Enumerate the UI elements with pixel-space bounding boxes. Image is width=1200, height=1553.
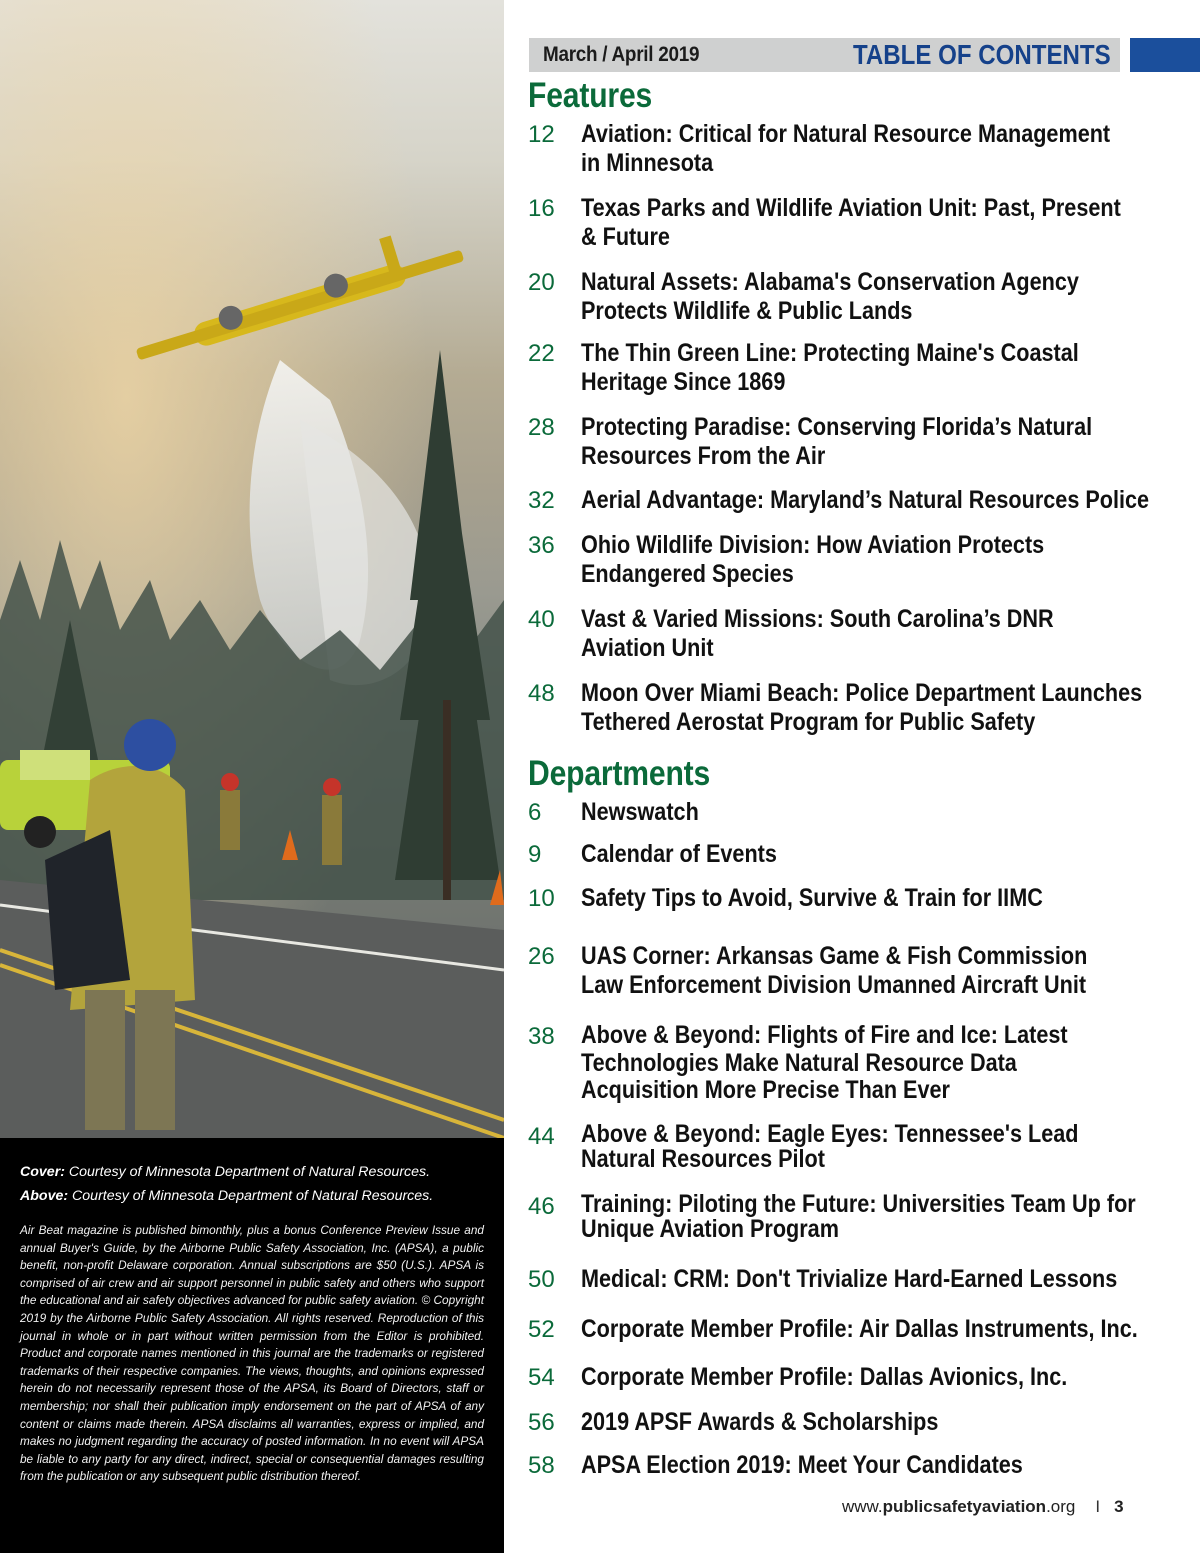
toc-entry-title: Aerial Advantage: Maryland’s Natural Resources Police [581,486,1150,514]
url-prefix: www. [842,1497,883,1516]
cover-credit [20,1160,484,1184]
page-footer [842,1497,1124,1517]
toc-entry-title: Texas Parks and Wildlife Aviation Unit: Past, Present & Future [581,194,1121,251]
toc-page-number: 12 [528,121,555,148]
toc-entry-title: APSA Election 2019: Meet Your Candidates [581,1451,1023,1479]
toc-page-number: 28 [528,414,555,441]
toc-entry-title: Moon Over Miami Beach: Police Department Launches Tethered Aerostat Program for Public Safety [581,679,1143,736]
toc-page-number: 36 [528,532,555,559]
toc-page-number: 38 [528,1023,555,1050]
toc-title: TABLE OF CONTENTS [853,39,1111,70]
toc-entry-title: Above & Beyond: Eagle Eyes: Tennessee's Lead Natural Resources Pilot [581,1120,1079,1173]
page-number: 3 [1114,1497,1124,1516]
caption-box [0,1138,504,1553]
above-credit [20,1184,484,1208]
above-credit-text: Courtesy of Minnesota Department of Natural Resources. [72,1188,434,1204]
toc-entry-title: The Thin Green Line: Protecting Maine's Coastal Heritage Since 1869 [581,339,1079,396]
toc-page-number: 44 [528,1123,555,1150]
toc-entry-title: Above & Beyond: Flights of Fire and Ice: Latest Technologies Make Natural Resource Data Acquisition More Precise Than Ever [581,1021,1068,1104]
toc-entry-title: Calendar of Events [581,840,777,868]
toc-page-number: 50 [528,1266,555,1293]
toc-page-number: 10 [528,885,555,912]
url-suffix: .org [1046,1497,1076,1516]
toc-entry-title: Corporate Member Profile: Air Dallas Instruments, Inc. [581,1315,1138,1343]
toc-page-number: 20 [528,269,555,296]
toc-entry-title: Safety Tips to Avoid, Survive & Train for IIMC [581,884,1043,912]
website-link[interactable] [842,1497,1075,1516]
issue-date: March / April 2019 [543,43,700,66]
toc-entry-title: Protecting Paradise: Conserving Florida’s Natural Resources From the Air [581,413,1093,470]
toc-page-number: 22 [528,340,555,367]
toc-page-number: 58 [528,1452,555,1479]
toc-entry-title: Newswatch [581,798,699,826]
toc-page-number: 32 [528,487,555,514]
toc-page-number: 46 [528,1193,555,1220]
toc-page-number: 9 [528,841,542,868]
toc-entry-title: Aviation: Critical for Natural Resource Management in Minnesota [581,120,1111,177]
wildfire-aircraft-illustration [0,0,504,1138]
toc-page-number: 48 [528,680,555,707]
toc-entry-title: Training: Piloting the Future: Universities Team Up for Unique Aviation Program [581,1190,1136,1243]
toc-page-number: 40 [528,606,555,633]
features-heading: Features [528,76,653,115]
toc-page-number: 16 [528,195,555,222]
cover-photo [0,0,504,1138]
legal-notice: Air Beat magazine is published bimonthly, plus a bonus Conference Preview Issue and annual Buyer's Guide, by the Airborne Public Safety Association, Inc. (APSA), a public benefit, non-profit Delaware corporation. Annual subscriptions are $50 (U.S.). APSA is comprised of air crew and air support personnel in public safety and others who support the educational and air safety objectives advanced for public safety aviation. © Copyright 2019 by the Airborne Public Safety Association. All rights reserved. Reproduction of this journal in whole or in part without written permission from the Editor is prohibited. Product and corporate names mentioned in this journal are the trademarks or registered trademarks of their respective companies. The views, thoughts, and opinions expressed herein do not necessarily represent those of the APSA, its Board of Directors, staff or membership; nor shall their publication imply endorsement on the part of APSA of any content or claims made therein. APSA disclaims all warranties, express or implied, and makes no judgment regarding the accuracy of posted information. In no event will APSA be liable to any party for any direct, indirect, special or consequential damages resulting from the publication or any subsequent public distribution thereof. [20,1223,484,1484]
toc-entry-title: 2019 APSF Awards & Scholarships [581,1408,939,1436]
toc-page-number: 26 [528,943,555,970]
toc-entry-title: Vast & Varied Missions: South Carolina’s DNR Aviation Unit [581,605,1054,662]
header-accent-block [1130,38,1200,72]
footer-separator: I [1095,1497,1101,1516]
above-credit-label: Above: [20,1188,69,1204]
toc-page-number: 6 [528,799,542,826]
toc-entry-title: Ohio Wildlife Division: How Aviation Protects Endangered Species [581,531,1045,588]
url-domain: publicsafetyaviation [882,1497,1047,1516]
toc-entry-title: Medical: CRM: Don't Trivialize Hard-Earned Lessons [581,1265,1118,1293]
cover-credit-label: Cover: [20,1164,65,1180]
toc-page-number: 52 [528,1316,555,1343]
toc-entry-title: Corporate Member Profile: Dallas Avionics, Inc. [581,1363,1068,1391]
departments-heading: Departments [528,754,711,793]
toc-entry-title: UAS Corner: Arkansas Game & Fish Commission Law Enforcement Division Umanned Aircraft Unit [581,942,1088,999]
cover-credit-text: Courtesy of Minnesota Department of Natural Resources. [68,1164,431,1180]
toc-header-bar [529,38,1120,72]
toc-page-number: 56 [528,1409,555,1436]
toc-page-number: 54 [528,1364,555,1391]
toc-entry-title: Natural Assets: Alabama's Conservation Agency Protects Wildlife & Public Lands [581,268,1079,325]
